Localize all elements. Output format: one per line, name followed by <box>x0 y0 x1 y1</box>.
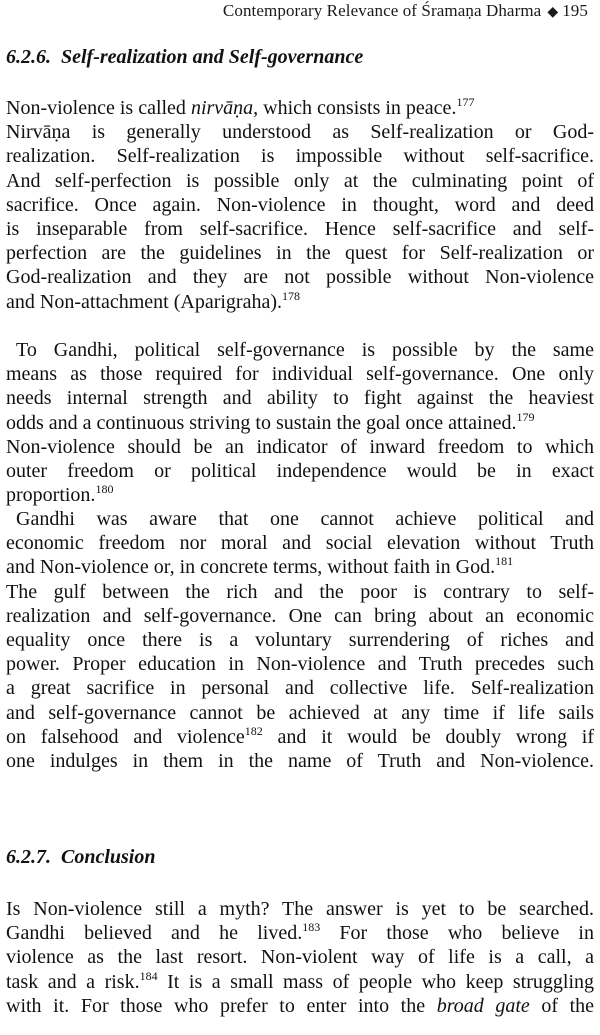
paragraph-3 <box>6 507 594 773</box>
text-line: economic freedom nor moral and social elevation without Truth <box>6 532 594 555</box>
text-run: Non-violence is called <box>6 97 191 119</box>
section-title: Conclusion <box>61 846 156 868</box>
italic-term: broad gate <box>436 994 530 1017</box>
text-line: power. Proper education in Non-violence and Truth precedes such <box>6 653 594 676</box>
footnote-ref: 179 <box>516 409 535 424</box>
page-number: 195 <box>562 1 588 20</box>
footnote-ref: 184 <box>139 968 158 983</box>
footnote-ref: 182 <box>244 723 263 738</box>
text-line: means as those required for individual self-governance. One only <box>6 363 594 386</box>
text-run: and it would be doubly wrong if <box>262 725 595 748</box>
text-line: The gulf between the rich and the poor is contrary to self- <box>6 580 594 603</box>
text-line <box>6 483 594 507</box>
text-line <box>6 994 594 1018</box>
text-line: outer freedom or political independence would be in exact <box>6 459 594 482</box>
text-line: realization. Self-realization is impossible without self-sacrifice. <box>6 145 594 168</box>
text-line <box>6 290 594 314</box>
footnote-ref: 177 <box>456 95 475 109</box>
text-line: Gandhi was aware that one cannot achieve political and <box>16 508 594 530</box>
text-line: Non-violence should be an indicator of inward freedom to which <box>6 435 594 458</box>
text-line: violence as the last resort. Non-violent way of life is a call, a <box>6 946 594 969</box>
paragraph-4 <box>6 897 594 1018</box>
text-line <box>6 411 594 435</box>
text-line <box>6 970 594 994</box>
footnote-ref: 180 <box>95 482 114 497</box>
text-line: and self-governance cannot be achieved at any time if life sails <box>6 701 594 724</box>
diamond-separator-icon: ◆ <box>547 5 559 20</box>
text-run: and Non-violence or, in concrete terms, without faith in God. <box>6 556 496 579</box>
text-run: and Non-attachment (Aparigraha). <box>6 290 282 313</box>
text-run: task and a risk. <box>6 970 140 993</box>
text-line: Is Non-violence still a myth? The answer is yet to be searched. <box>6 898 594 920</box>
paragraph-1 <box>6 96 594 314</box>
section-heading-self-realization <box>6 46 363 69</box>
section-heading-conclusion <box>6 846 155 869</box>
section-title: Self-realization and Self-governance <box>61 46 364 68</box>
text-line: a great sacrifice in personal and collective life. Self-realization <box>6 677 594 700</box>
text-line: Nirvāṇa is generally understood as Self-realization or God- <box>6 121 594 144</box>
text-line <box>6 555 594 579</box>
text-line: is inseparable from self-sacrifice. Hence self-sacrifice and self- <box>6 217 594 240</box>
text-line: realization and self-governance. One can bring about an economic <box>6 604 594 627</box>
italic-term: nirvāṇa <box>190 97 254 119</box>
text-line <box>6 921 594 945</box>
footnote-ref: 178 <box>282 288 300 303</box>
text-line: sacrifice. Once again. Non-violence in thought, word and deed <box>6 193 594 216</box>
footnote-ref: 183 <box>302 920 321 935</box>
text-line: To Gandhi, political self-governance is possible by the same <box>16 339 594 361</box>
text-run: It is a small mass of people who keep struggling <box>157 970 594 993</box>
text-line: And self-perfection is possible only at the culminating point of <box>6 169 594 192</box>
running-head-title: Contemporary Relevance of Śramaṇa Dharma <box>222 1 542 20</box>
text-run: of the <box>529 994 595 1017</box>
text-line: God-realization and they are not possible without Non-violence <box>6 266 594 289</box>
text-run: For those who believe in <box>320 922 594 945</box>
text-run: , which consists in peace. <box>253 97 457 119</box>
text-line: equality once there is a voluntary surrendering of riches and <box>6 628 594 651</box>
running-head <box>223 1 588 21</box>
section-number: 6.2.7. <box>6 846 51 868</box>
text-line: needs internal strength and ability to fight against the heaviest <box>6 387 594 410</box>
text-run: proportion. <box>6 484 96 507</box>
text-line <box>6 725 594 749</box>
paragraph-2 <box>6 338 594 507</box>
text-run: on falsehood and violence <box>6 725 245 748</box>
section-number: 6.2.6. <box>6 46 51 68</box>
text-run: odds and a continuous striving to sustain the goal once attained. <box>6 411 517 434</box>
footnote-ref: 181 <box>495 554 514 569</box>
text-line: one indulges in them in the name of Truth and Non-violence. <box>6 749 594 772</box>
text-run: with it. For those who prefer to enter into the <box>6 994 437 1017</box>
text-line: perfection are the guidelines in the quest for Self-realization or <box>6 242 594 265</box>
text-run: Gandhi believed and he lived. <box>6 922 303 945</box>
text-line <box>6 96 594 120</box>
